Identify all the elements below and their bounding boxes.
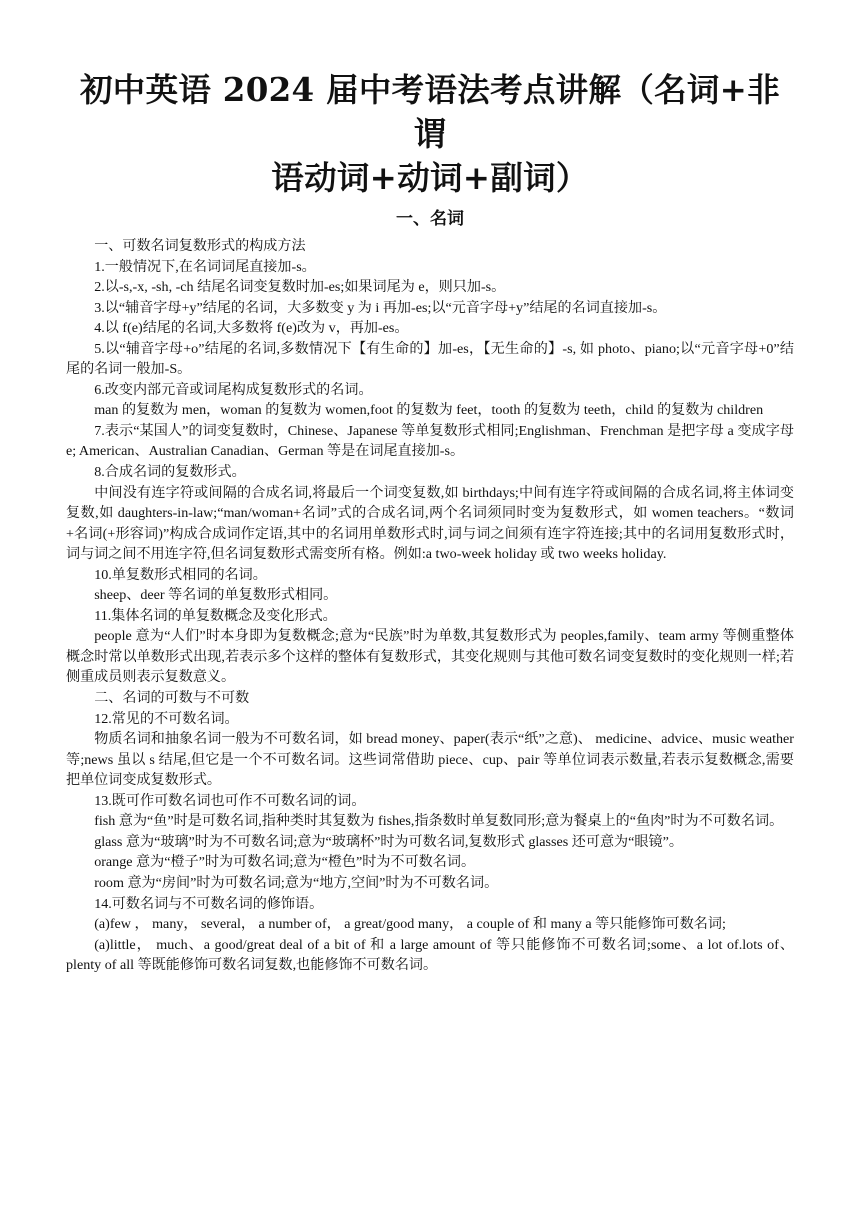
paragraph: 2.以-s,-x, -sh, -ch 结尾名词变复数时加-es;如果词尾为 e，则只加-s。 <box>94 279 506 296</box>
section-heading: 一、名词 <box>396 209 464 229</box>
title-line-2: 语动词+动词+副词） <box>271 158 589 197</box>
document-body <box>66 236 794 976</box>
paragraph: orange 意为“橙子”时为可数名词;意为“橙色”时为不可数名词。 <box>94 854 476 871</box>
paragraph: 二、名词的可数与不可数 <box>94 690 250 707</box>
paragraph: 物质名词和抽象名词一般为不可数名词，如 bread money、paper(表示“纸”之意)、 medicine、advice、music weather 等;news 虽以 s 结尾,但它是一个不可数名词。这些词常借助 piece、cup、pair 等单位词表示数量,若表示复数概念,需要把单位词变成复数形式。 <box>66 731 794 789</box>
paragraph: 5.以“辅音字母+o”结尾的名词,多数情况下【有生命的】加-es，【无生命的】-s, 如 photo、piano;以“元音字母+0”结尾的名词一般加-S。 <box>66 340 794 378</box>
title-line-1: 初中英语 2024 届中考语法考点讲解（名词+非谓 <box>79 70 780 153</box>
paragraph: 8.合成名词的复数形式。 <box>94 464 246 481</box>
paragraph: (a)few ， many， several， a number of， a great/good many， a couple of 和 many a 等只能修饰可数名词; <box>94 916 726 933</box>
paragraph: 10.单复数形式相同的名词。 <box>94 566 267 583</box>
paragraph: 12.常见的不可数名词。 <box>94 710 239 727</box>
paragraph: 1.一般情况下,在名词词尾直接加-s。 <box>94 258 316 275</box>
paragraph: 14.可数名词与不可数名词的修饰语。 <box>94 895 324 912</box>
paragraph: 中间没有连字符或间隔的合成名词,将最后一个词变复数,如 birthdays;中间有连字符或间隔的合成名词,将主体词变复数,如 daughters-in-law;“man/woman+名词”式的合成名词,两个名词须同时变为复数形式，如 women teachers。“数词+名词(+形容词)”构成合成词作定语,其中的名词用单数形式时,词与词之间须有连字符连接;其中的名词用复数形式时，词与词之间不用连字符,但名词复数形式需变所有格。例如:a two-week holiday 或 two weeks holiday. <box>66 484 794 563</box>
paragraph: 11.集体名词的单复数概念及变化形式。 <box>94 607 337 624</box>
paragraph: 3.以“辅音字母+y”结尾的名词，大多数变 y 为 i 再加-es;以“元音字母+y”结尾的名词直接加-s。 <box>94 299 667 316</box>
paragraph: 7.表示“某国人”的词变复数时，Chinese、Japanese 等单复数形式相同;Englishman、Frenchman 是把字母 a 变成字母 e; American、Australian Canadian、German 等是在词尾直接加-s。 <box>66 422 794 460</box>
document-title <box>66 68 794 200</box>
paragraph: people 意为“人们”时本身即为复数概念;意为“民族”时为单数,其复数形式为 peoples,family、team army 等侧重整体概念时常以单数形式出现,若表示多个这样的整体有复数形式，其变化规则与其他可数名词变复数时的变化规则一样;若侧重成员则表示复数意义。 <box>66 628 794 686</box>
paragraph: glass 意为“玻璃”时为不可数名词;意为“玻璃杯”时为可数名词,复数形式 glasses 还可意为“眼镜”。 <box>94 833 683 850</box>
paragraph: 6.改变内部元音或词尾构成复数形式的名词。 <box>94 381 373 398</box>
paragraph: 4.以 f(e)结尾的名词,大多数将 f(e)改为 v，再加-es。 <box>94 320 409 337</box>
paragraph: fish 意为“鱼”时是可数名词,指种类时其复数为 fishes,指条数时单复数同形;意为餐桌上的“鱼肉”时为不可数名词。 <box>94 813 784 830</box>
paragraph: man 的复数为 men，woman 的复数为 women,foot 的复数为 feet，tooth 的复数为 teeth，child 的复数为 children <box>94 402 764 419</box>
paragraph: (a)little， much、a good/great deal of a bit of 和 a large amount of 等只能修饰不可数名词;some、a lot of.lots of、plenty of all 等既能修饰可数名词复数,也能修饰不可数名词。 <box>66 936 794 974</box>
paragraph: room 意为“房间”时为可数名词;意为“地方,空间”时为不可数名词。 <box>94 874 499 891</box>
paragraph: 13.既可作可数名词也可作不可数名词的词。 <box>94 792 366 809</box>
paragraph: 一、可数名词复数形式的构成方法 <box>94 238 306 254</box>
paragraph: sheep、deer 等名词的单复数形式相同。 <box>94 587 338 604</box>
